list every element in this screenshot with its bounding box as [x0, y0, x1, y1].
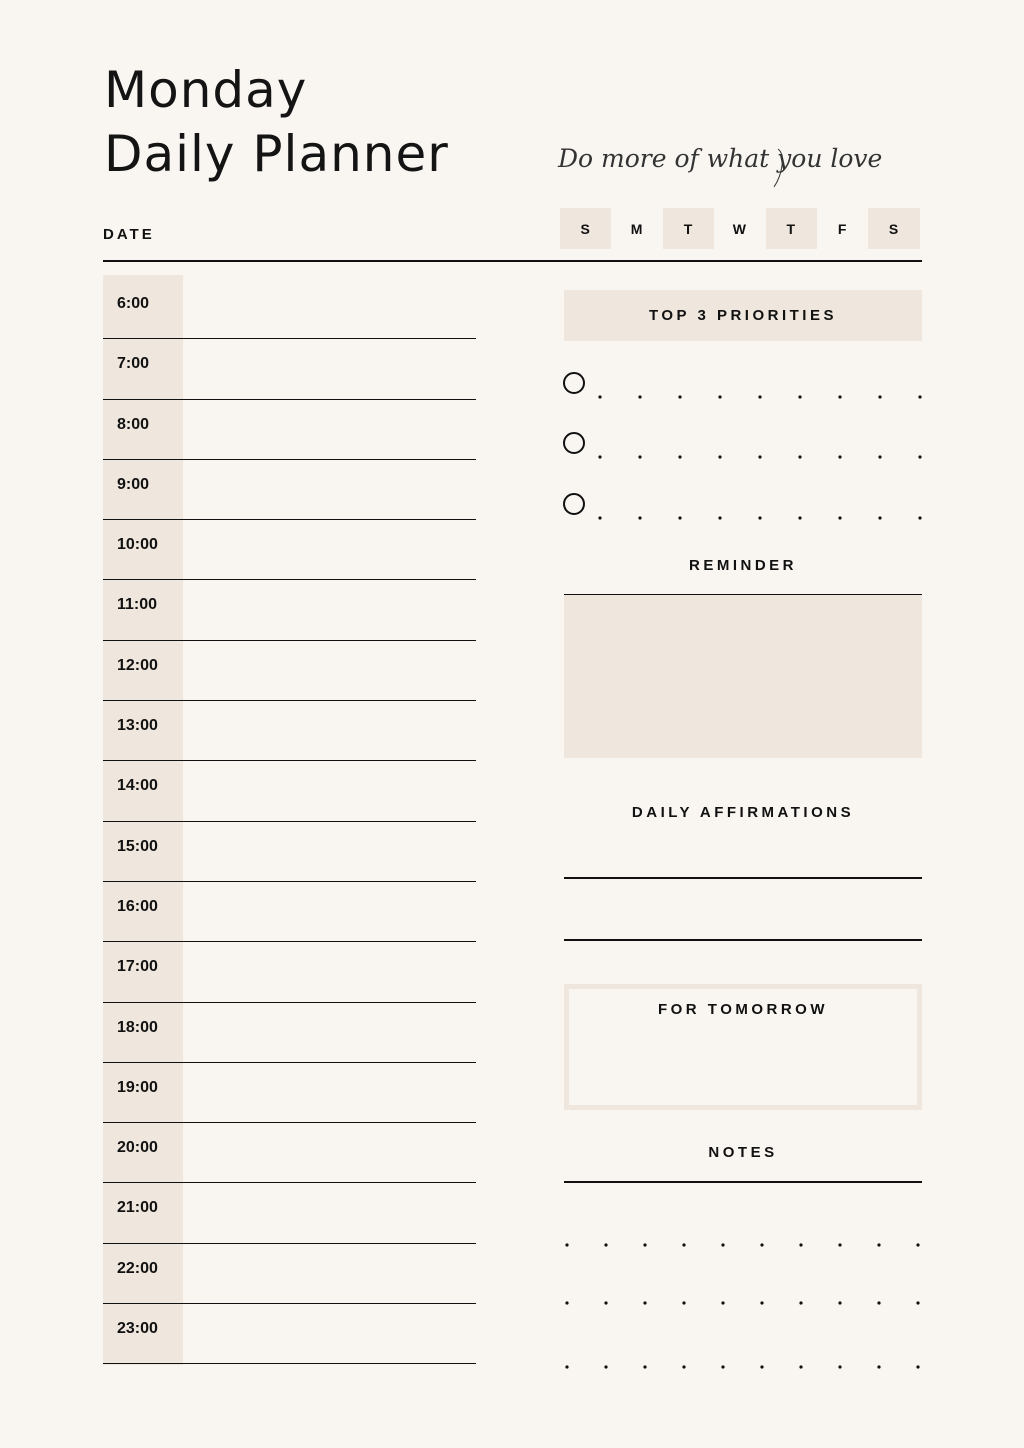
hour-row[interactable] [103, 761, 476, 821]
affirmation-line[interactable] [564, 939, 922, 941]
dot [877, 1243, 880, 1246]
dot [643, 1301, 646, 1304]
dot [721, 1365, 724, 1368]
dot [760, 1365, 763, 1368]
dot [678, 395, 681, 398]
affirmations-title: DAILY AFFIRMATIONS [631, 804, 855, 821]
dot [598, 395, 601, 398]
dot [758, 516, 761, 519]
hour-label: 23:00 [117, 1320, 158, 1338]
dot [798, 455, 801, 458]
dot [838, 395, 841, 398]
dot [760, 1243, 763, 1246]
dot [604, 1365, 607, 1368]
hour-row[interactable] [103, 460, 476, 520]
dot [638, 516, 641, 519]
priority-item[interactable] [562, 432, 924, 462]
hour-row[interactable] [103, 641, 476, 701]
dot [565, 1365, 568, 1368]
priority-item[interactable] [562, 372, 924, 402]
dot [838, 516, 841, 519]
dot [838, 1243, 841, 1246]
hour-label: 6:00 [117, 295, 150, 312]
weekday-selector [560, 208, 920, 249]
checkbox-circle-icon[interactable] [563, 432, 585, 454]
priority-item[interactable] [562, 493, 924, 523]
dot [838, 1365, 841, 1368]
dot [760, 1301, 763, 1304]
priority-dots [592, 388, 924, 394]
dot [918, 395, 921, 398]
dot [877, 1365, 880, 1368]
dot [638, 455, 641, 458]
dot [758, 455, 761, 458]
dot [682, 1301, 685, 1304]
weekday-3[interactable]: W [732, 220, 747, 237]
hour-label: 16:00 [117, 897, 158, 915]
notes-title: NOTES [708, 1144, 778, 1161]
hour-row[interactable] [103, 339, 476, 399]
notes-divider [564, 1181, 922, 1183]
dot [799, 1365, 802, 1368]
dot [916, 1365, 919, 1368]
hour-row[interactable] [103, 1183, 476, 1243]
dot [643, 1243, 646, 1246]
dot [678, 516, 681, 519]
hour-label: 9:00 [117, 475, 150, 493]
dot [758, 395, 761, 398]
dot [878, 455, 881, 458]
weekday-4[interactable]: T [766, 208, 817, 249]
hour-row[interactable] [103, 1003, 476, 1063]
title-planner: Daily Planner [104, 125, 449, 183]
hour-label: 21:00 [117, 1199, 158, 1217]
dot [877, 1301, 880, 1304]
dot [638, 395, 641, 398]
dot [565, 1301, 568, 1304]
hour-row[interactable] [103, 942, 476, 1002]
notes-dot-row [564, 1358, 922, 1366]
hour-label: 18:00 [117, 1018, 158, 1036]
hour-label: 12:00 [117, 656, 158, 674]
dot [718, 455, 721, 458]
tagline-script [556, 135, 916, 195]
checkbox-circle-icon[interactable] [563, 372, 585, 394]
dot [721, 1243, 724, 1246]
dot [838, 1301, 841, 1304]
hour-label: 14:00 [117, 777, 158, 795]
priorities-header [564, 290, 922, 341]
priority-dots [592, 509, 924, 515]
hour-row[interactable] [103, 1123, 476, 1183]
dot [604, 1301, 607, 1304]
dot [916, 1301, 919, 1304]
dot [916, 1243, 919, 1246]
dot [678, 455, 681, 458]
title-day: Monday [104, 61, 308, 119]
weekday-5[interactable]: F [837, 220, 848, 237]
hour-row[interactable] [103, 1244, 476, 1304]
priorities-title: TOP 3 PRIORITIES [649, 307, 837, 324]
dot [604, 1243, 607, 1246]
priority-dots [592, 448, 924, 454]
dot [718, 516, 721, 519]
dot [682, 1243, 685, 1246]
dot [798, 395, 801, 398]
checkbox-circle-icon[interactable] [563, 493, 585, 515]
reminder-title: REMINDER [688, 557, 797, 574]
notes-dot-row [564, 1294, 922, 1302]
hour-row[interactable] [103, 701, 476, 761]
tomorrow-title: FOR TOMORROW [657, 1001, 829, 1018]
header-divider [103, 260, 922, 262]
reminder-box[interactable] [564, 594, 922, 758]
hour-row[interactable] [103, 1063, 476, 1123]
hour-label: 20:00 [117, 1139, 158, 1157]
hour-label: 11:00 [117, 596, 158, 614]
dot [682, 1365, 685, 1368]
tagline-text: Do more of what you love [558, 144, 883, 173]
hour-row[interactable] [103, 822, 476, 882]
dot [878, 395, 881, 398]
hour-label: 13:00 [117, 717, 158, 735]
hour-label: 10:00 [117, 536, 158, 554]
hourly-schedule [103, 279, 476, 1364]
dot [643, 1365, 646, 1368]
page-title [104, 58, 449, 186]
hour-label: 15:00 [117, 837, 158, 855]
affirmation-line[interactable] [564, 877, 922, 879]
hour-label: 19:00 [117, 1078, 158, 1096]
dot [598, 516, 601, 519]
hour-row[interactable] [103, 1304, 476, 1364]
dot [718, 395, 721, 398]
hour-row[interactable] [103, 580, 476, 640]
weekday-6[interactable]: S [868, 208, 919, 249]
hour-row[interactable] [103, 400, 476, 460]
notes-dot-row [564, 1236, 922, 1244]
dot [838, 455, 841, 458]
weekday-0[interactable]: S [560, 208, 611, 249]
dot [721, 1301, 724, 1304]
dot [918, 516, 921, 519]
hour-row[interactable] [103, 520, 476, 580]
dot [918, 455, 921, 458]
weekday-1[interactable]: M [630, 220, 644, 237]
dot [878, 516, 881, 519]
hour-row[interactable] [103, 279, 476, 339]
hour-label: 17:00 [117, 958, 158, 976]
hour-label: 7:00 [117, 355, 150, 373]
dot [598, 455, 601, 458]
hour-row[interactable] [103, 882, 476, 942]
dot [565, 1243, 568, 1246]
hour-label: 8:00 [117, 415, 150, 433]
hour-label: 22:00 [117, 1259, 158, 1277]
dot [798, 516, 801, 519]
weekday-2[interactable]: T [663, 208, 714, 249]
date-label: DATE [103, 226, 155, 243]
dot [799, 1301, 802, 1304]
dot [799, 1243, 802, 1246]
